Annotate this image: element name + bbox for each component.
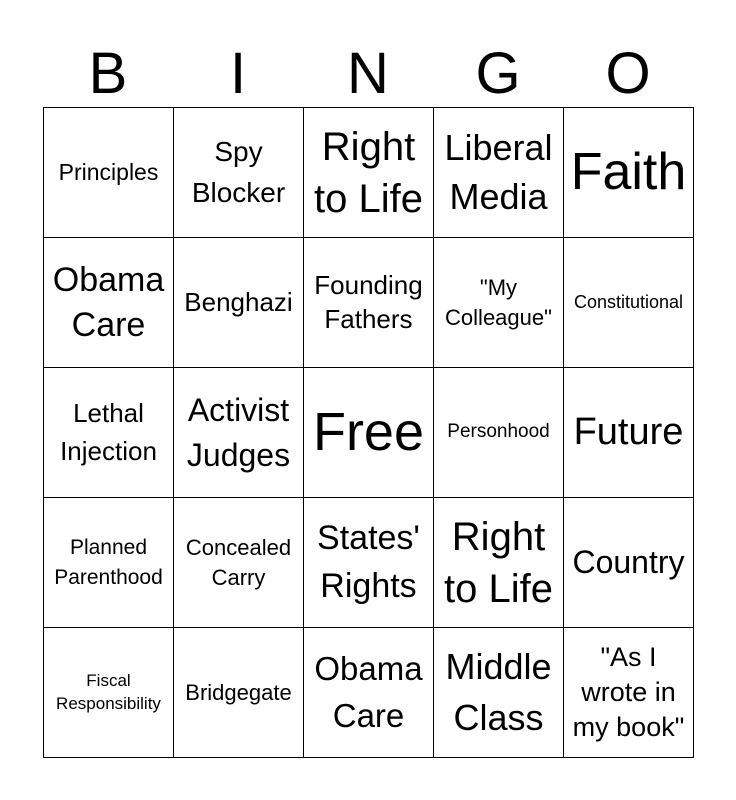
bingo-cell[interactable] — [44, 108, 174, 238]
bingo-cell[interactable] — [44, 368, 174, 498]
cell-text: Faith — [570, 143, 687, 202]
cell-text: Free — [312, 402, 425, 463]
bingo-cell[interactable] — [44, 498, 174, 628]
cell-text: Concealed Carry — [185, 534, 292, 590]
bingo-cell[interactable] — [564, 238, 694, 368]
cell-text: Spy Blocker — [191, 135, 286, 208]
bingo-header — [43, 42, 693, 106]
bingo-cell[interactable] — [174, 498, 304, 628]
cell-text: Personhood — [447, 421, 550, 443]
bingo-cell[interactable] — [174, 238, 304, 368]
bingo-cell[interactable] — [174, 628, 304, 758]
header-letter-g: G — [475, 41, 521, 106]
bingo-cell[interactable] — [304, 498, 434, 628]
cell-text: Planned Parenthood — [54, 536, 163, 589]
cell-text: Constitutional — [573, 291, 684, 312]
bingo-cell[interactable] — [434, 368, 564, 498]
cell-text: Activist Judges — [186, 391, 291, 473]
bingo-cell[interactable] — [174, 368, 304, 498]
bingo-cell[interactable] — [44, 628, 174, 758]
bingo-cell[interactable] — [434, 498, 564, 628]
cell-text: Country — [572, 544, 685, 581]
cell-text: Benghazi — [184, 286, 293, 317]
bingo-cell[interactable] — [304, 368, 434, 498]
cell-text: Middle Class — [445, 646, 552, 738]
bingo-cell[interactable] — [174, 108, 304, 238]
bingo-cell[interactable] — [304, 108, 434, 238]
bingo-cell[interactable] — [304, 238, 434, 368]
header-letter-i: I — [229, 41, 247, 106]
cell-text: Liberal Media — [444, 126, 553, 217]
cell-text: "My Colleague" — [445, 274, 552, 330]
header-letter-b: B — [88, 41, 128, 106]
cell-text: "As I wrote in my book" — [572, 641, 685, 743]
bingo-board — [43, 107, 694, 758]
bingo-cell[interactable] — [564, 498, 694, 628]
cell-text: Obama Care — [52, 261, 165, 344]
header-letter-n: N — [347, 41, 389, 106]
bingo-cell[interactable] — [44, 238, 174, 368]
cell-text: Future — [573, 410, 684, 453]
cell-text: Fiscal Responsibility — [56, 670, 161, 713]
cell-text: Obama Care — [314, 650, 423, 734]
bingo-cell[interactable] — [564, 628, 694, 758]
cell-text: Founding Fathers — [314, 269, 423, 334]
bingo-cell[interactable] — [434, 238, 564, 368]
cell-text: Right to Life — [314, 124, 423, 221]
bingo-cell[interactable] — [434, 628, 564, 758]
bingo-cell[interactable] — [564, 368, 694, 498]
cell-text: Principles — [58, 159, 159, 186]
cell-text: Bridgegate — [185, 679, 292, 705]
bingo-cell[interactable] — [434, 108, 564, 238]
bingo-cell[interactable] — [564, 108, 694, 238]
cell-text: Lethal Injection — [60, 397, 157, 466]
cell-text: States' Rights — [317, 518, 420, 605]
header-letter-o: O — [605, 41, 651, 106]
bingo-cell[interactable] — [304, 628, 434, 758]
cell-text: Right to Life — [444, 514, 553, 611]
